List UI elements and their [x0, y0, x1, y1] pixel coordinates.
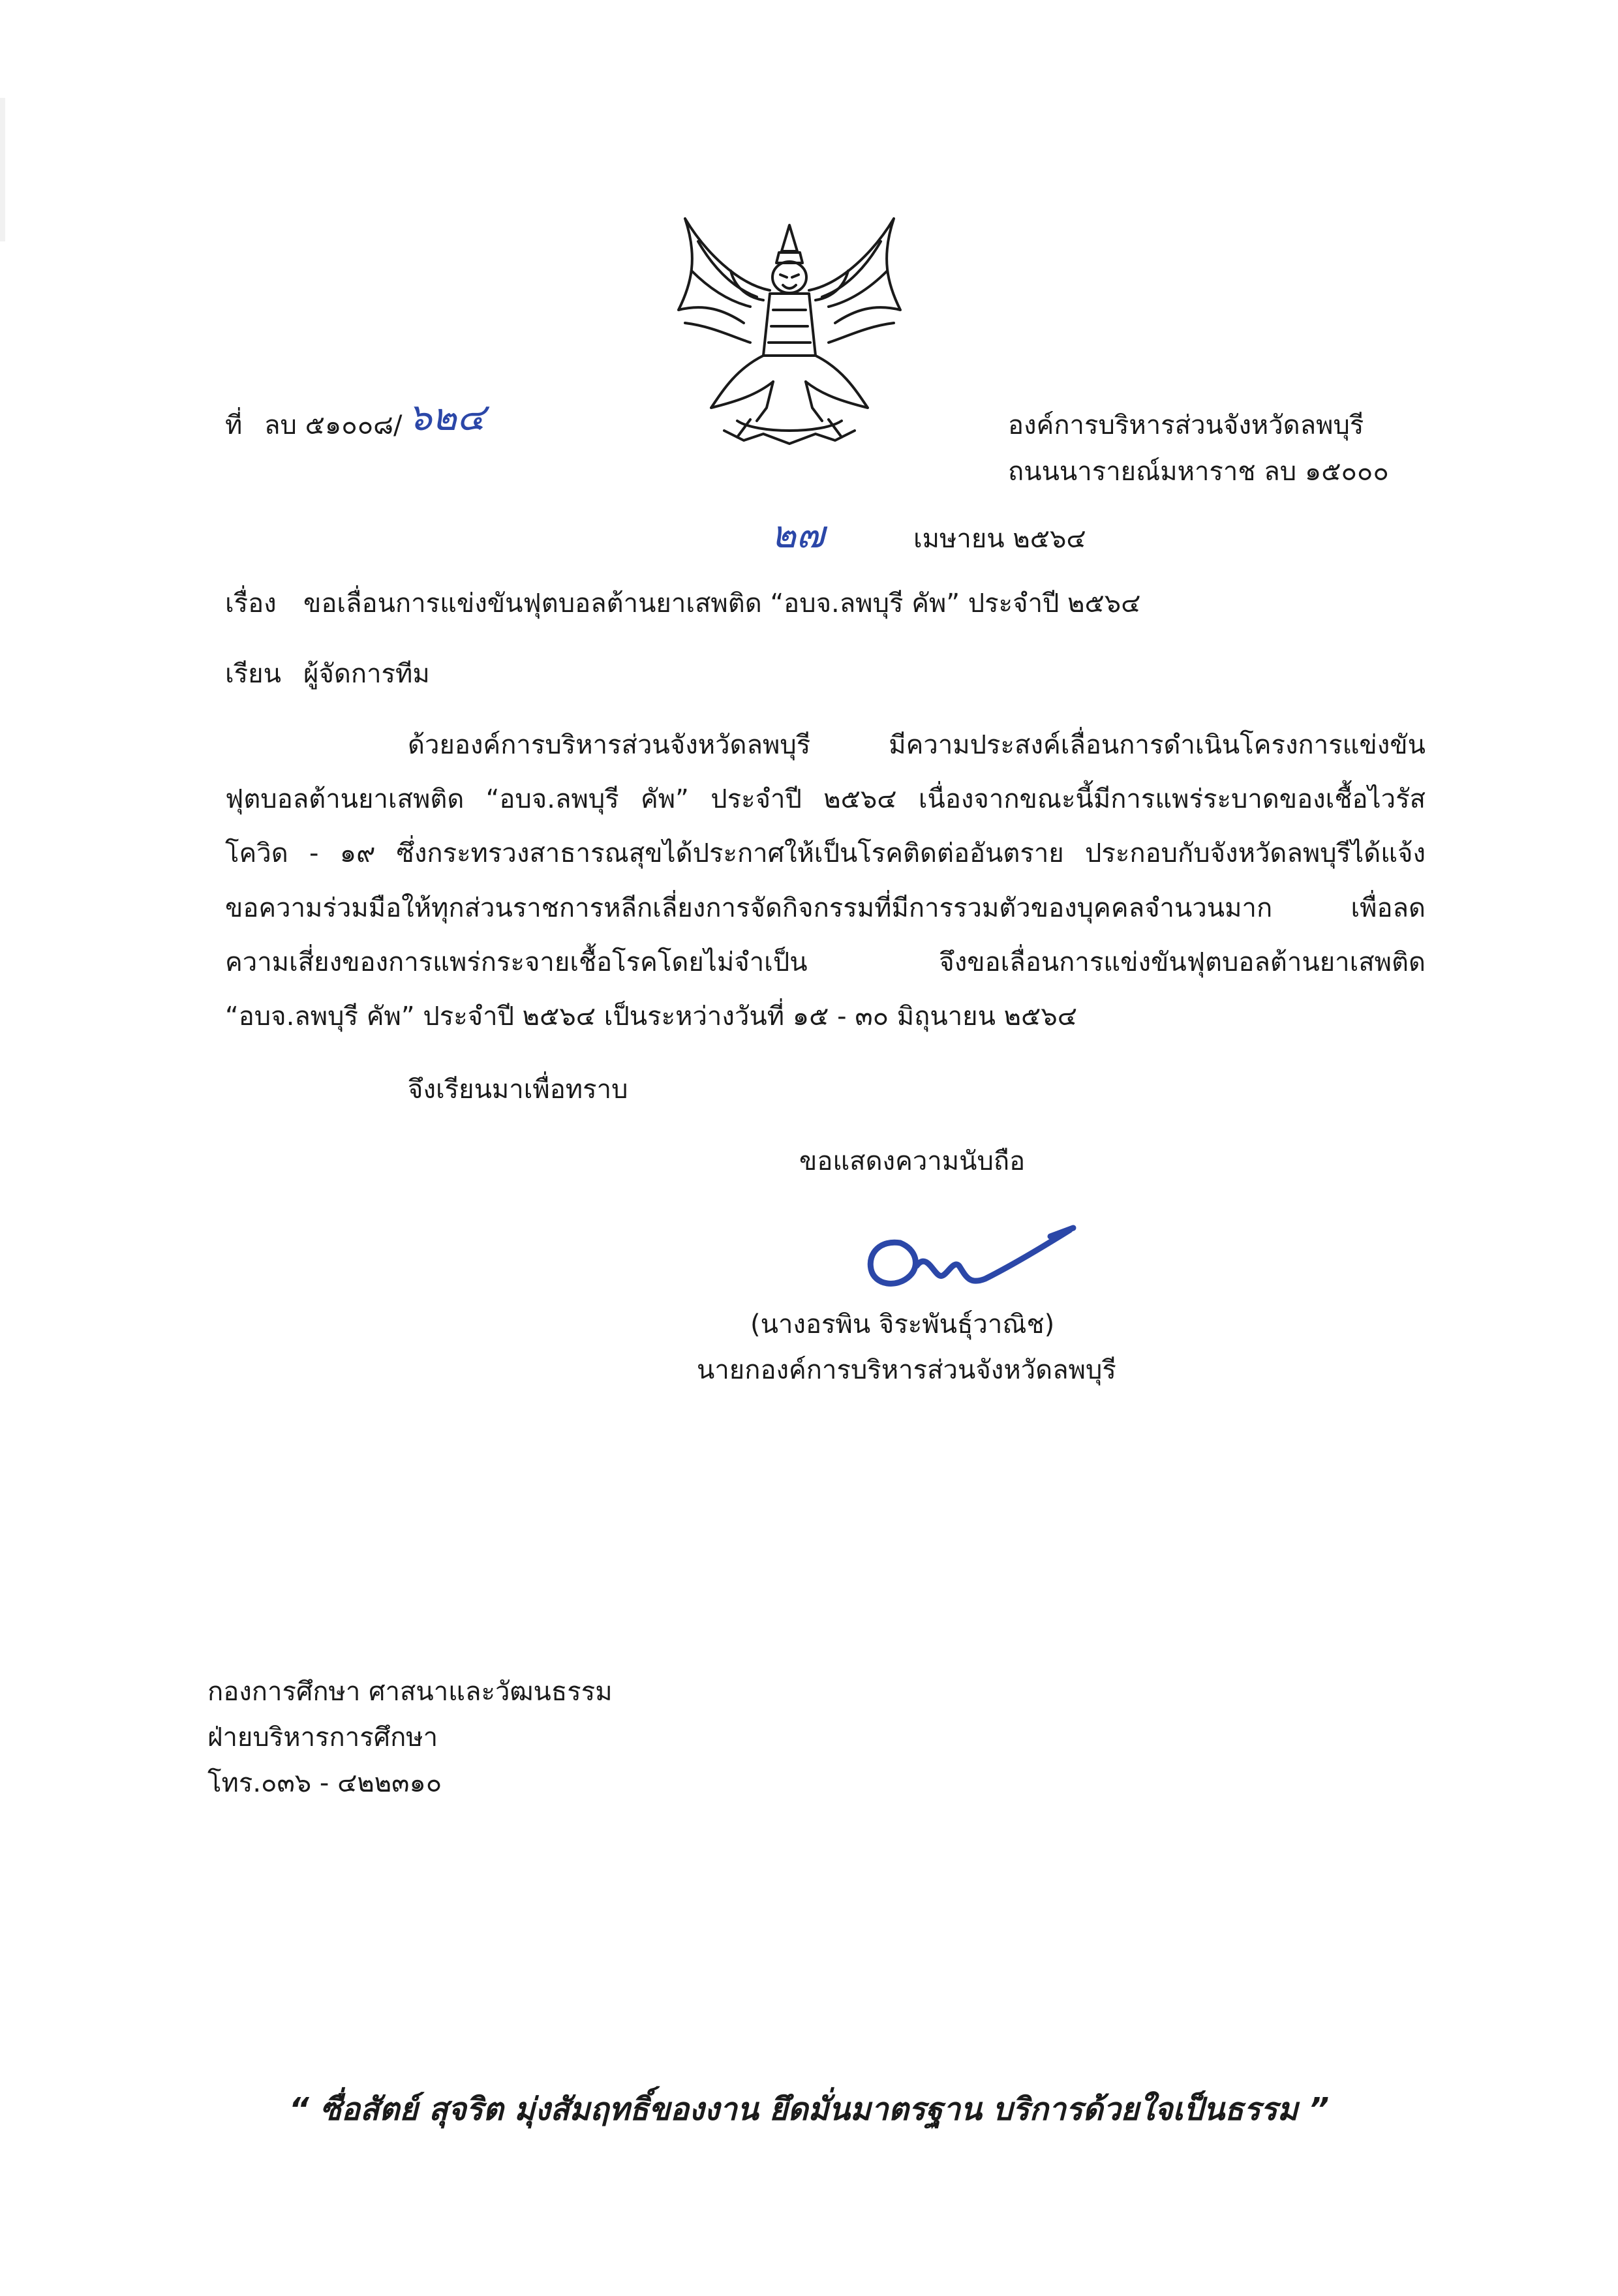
handwritten-signature	[855, 1214, 1090, 1298]
recipient-label: เรียน	[225, 659, 281, 689]
reference-prefix: ลบ ๕๑๐๐๘/	[264, 410, 403, 440]
regards-text: ขอแสดงความนับถือ	[799, 1146, 1026, 1176]
signer-name: (นางอรพิน จิระพันธุ์วาณิช)	[750, 1309, 1055, 1339]
footer-division: กองการศึกษา ศาสนาและวัฒนธรรม	[207, 1677, 613, 1707]
subject-text: ขอเลื่อนการแข่งขันฟุตบอลต้านยาเสพติด “อบจ.ลพบุรี คัพ” ประจำปี ๒๕๖๔	[303, 589, 1141, 619]
body-line: ด้วยองค์การบริหารส่วนจังหวัดลพบุรี มีความประสงค์เลื่อนการดำเนินโครงการแข่งขัน	[408, 730, 1426, 760]
scan-edge-mark	[0, 98, 5, 241]
date-month-year: เมษายน ๒๕๖๔	[913, 524, 1086, 554]
reference-label: ที่	[225, 410, 243, 440]
body-line: ขอความร่วมมือให้ทุกส่วนราชการหลีกเลี่ยงการจัดกิจกรรมที่มีการรวมตัวของบุคคลจำนวนมาก เพื่อลด	[225, 893, 1426, 923]
reference-number-handwritten: ๖๒๔	[408, 395, 485, 439]
date-day-handwritten: ๒๗	[771, 512, 825, 557]
recipient-text: ผู้จัดการทีม	[303, 659, 430, 689]
organization-name: องค์การบริหารส่วนจังหวัดลพบุรี	[1008, 410, 1364, 440]
garuda-emblem	[659, 212, 920, 453]
body-line: ฟุตบอลต้านยาเสพติด “อบจ.ลพบุรี คัพ” ประจำปี ๒๕๖๔ เนื่องจากขณะนี้มีการแพร่ระบาดของเชื้อไวรัส	[225, 784, 1426, 814]
footer-section: ฝ่ายบริหารการศึกษา	[207, 1722, 438, 1753]
organization-motto: “ ซื่อสัตย์ สุจริต มุ่งสัมฤทธิ์ของงาน ยึดมั่นมาตรฐาน บริการด้วยใจเป็นธรรม ”	[288, 2091, 1330, 2128]
signer-title: นายกองค์การบริหารส่วนจังหวัดลพบุรี	[697, 1355, 1116, 1385]
body-line: “อบจ.ลพบุรี คัพ” ประจำปี ๒๕๖๔ เป็นระหว่างวันที่ ๑๕ - ๓๐ มิถุนายน ๒๕๖๔	[225, 1002, 1077, 1032]
subject-label: เรื่อง	[225, 589, 277, 619]
body-line: โควิด - ๑๙ ซึ่งกระทรวงสาธารณสุขได้ประกาศให้เป็นโรคติดต่ออันตราย ประกอบกับจังหวัดลพบุรีได้แจ้ง	[225, 838, 1426, 868]
body-line: ความเสี่ยงของการแพร่กระจายเชื้อโรคโดยไม่จำเป็น จึงขอเลื่อนการแข่งขันฟุตบอลต้านยาเสพติด	[225, 947, 1426, 977]
closing-line: จึงเรียนมาเพื่อทราบ	[408, 1075, 628, 1105]
organization-address: ถนนนารายณ์มหาราช ลบ ๑๕๐๐๐	[1008, 457, 1389, 487]
footer-phone: โทร.๐๓๖ - ๔๒๒๓๑๐	[207, 1768, 442, 1798]
